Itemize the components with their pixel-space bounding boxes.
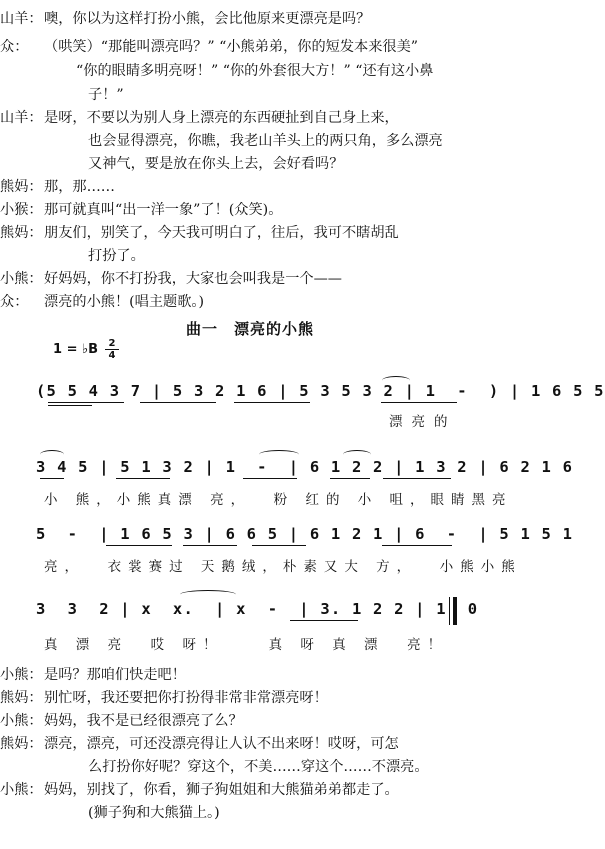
lyrics-row: 漂亮的 [389, 414, 457, 430]
dialogue-text: 那可就真叫“出一洋一象”了！(众笑)。 [44, 202, 283, 218]
dialogue-text: 是吗？那咱们快走吧！ [44, 667, 186, 683]
speaker-label: 熊妈： [0, 179, 43, 195]
speaker-label: 熊妈： [0, 736, 43, 752]
dialogue-text: 那，那…… [44, 179, 115, 195]
time-signature [105, 338, 119, 361]
dialogue-text: (狮子狗和大熊猫上。) [88, 805, 220, 821]
dialogue-text: 别忙呀，我还要把你打扮得非常非常漂亮呀！ [44, 690, 328, 706]
speaker-label: 小熊： [0, 667, 43, 683]
notation-row: 3 4 5 | 5 1 3 2 | 1 - | 6 1 2 2 | 1 3 2 | 6 2 1 6 [36, 458, 574, 476]
underline-mark [116, 478, 170, 479]
underline-mark [243, 478, 297, 479]
dialogue-line [0, 107, 484, 129]
speaker-label: 熊妈： [0, 225, 43, 241]
speaker-label: 众： [0, 39, 29, 55]
dialogue-text: （哄笑）“那能叫漂亮吗？” “小熊弟弟，你的短发本来很美” [44, 39, 419, 55]
speaker-label: 众： [0, 294, 29, 310]
underline-mark [106, 545, 172, 546]
speaker-label: 小熊： [0, 271, 43, 287]
dialogue-line [0, 8, 484, 30]
dialogue-line [0, 779, 484, 801]
dialogue-text: 子！” [88, 87, 124, 103]
time-signature-top: 2 [108, 338, 116, 349]
underline-mark [183, 545, 237, 546]
dialogue-text: 是呀，不要以为别人身上漂亮的东西硬扯到自己身上来， [44, 110, 399, 126]
dialogue-text: 噢，你以为这样打扮小熊，会比他原来更漂亮是吗？ [44, 11, 371, 27]
underline-mark [383, 478, 451, 479]
dialogue-text: 漂亮，漂亮，可还没漂亮得让人认不出来呀！哎呀，可怎 [44, 736, 399, 752]
slur-mark [180, 590, 236, 599]
key-signature: 1 = ♭B [53, 342, 99, 357]
slur-mark [382, 376, 410, 385]
underline-mark [140, 402, 216, 403]
notation-row: 3 3 2 | x x. | x - | 3. 1 2 2 | 1 0 [36, 600, 479, 618]
dialogue-line [0, 710, 484, 732]
underline-mark [234, 402, 310, 403]
speaker-label: 山羊： [0, 11, 43, 27]
underline-mark [382, 545, 452, 546]
underline-mark [290, 620, 358, 621]
dialogue-text: 妈妈，别找了，你看，狮子狗姐姐和大熊猫弟弟都走了。 [44, 782, 399, 798]
lyrics-row: 亮， 衣裳赛过 天鹅绒，朴素又大 方， 小熊小熊 [44, 559, 522, 575]
dialogue-line [0, 36, 484, 58]
final-barline [449, 597, 457, 625]
dialogue-line [0, 268, 484, 290]
dialogue-line [0, 664, 484, 686]
dialogue-text: 又神气，要是放在你头上去，会好看吗？ [88, 156, 344, 172]
underline-mark [40, 478, 64, 479]
speaker-label: 山羊： [0, 110, 43, 126]
dialogue-line [0, 176, 484, 198]
dialogue-line [0, 733, 484, 755]
notation-row: (5 5 4 3 7 | 5 3 2 1 6 | 5 3 5 3 2 | 1 - ) | 1 6 5 5 [36, 382, 605, 400]
slur-mark [40, 450, 64, 459]
underline-mark [252, 545, 306, 546]
underline-mark [48, 402, 124, 403]
dialogue-text: 也会显得漂亮，你瞧，我老山羊头上的两只角，多么漂亮 [88, 133, 443, 149]
notation-row: 5 - | 1 6 5 3 | 6 6 5 | 6 1 2 1 | 6 - | 5 1 5 1 [36, 525, 574, 543]
lyrics-row: 真 漂 亮 哎 呀！ 真 呀 真 漂 亮！ [44, 637, 449, 653]
slur-mark [259, 450, 299, 459]
dialogue-text: 打扮了。 [88, 248, 145, 264]
speaker-label: 熊妈： [0, 690, 43, 706]
underline-mark [330, 478, 370, 479]
dialogue-line [0, 199, 484, 221]
dialogue-text: 么打扮你好呢？穿这个，不美……穿这个……不漂亮。 [88, 759, 429, 775]
speaker-label: 小熊： [0, 713, 43, 729]
dialogue-text: “你的眼睛多明亮呀！” “你的外套很大方！” “还有这小鼻 [76, 63, 434, 79]
time-signature-bottom: 4 [105, 349, 119, 361]
dialogue-text: 妈妈，我不是已经很漂亮了么？ [44, 713, 243, 729]
dialogue-line [0, 291, 484, 313]
speaker-label: 小熊： [0, 782, 43, 798]
dialogue-line [0, 687, 484, 709]
dialogue-text: 好妈妈，你不打扮我，大家也会叫我是一个—— [44, 271, 342, 287]
dialogue-text: 朋友们，别笑了，今天我可明白了，往后，我可不瞎胡乱 [44, 225, 399, 241]
song-title: 曲一 漂亮的小熊 [185, 320, 314, 338]
lyrics-row: 小 熊，小熊真漂 亮， 粉 红的 小 咀，眼睛黑亮 [44, 492, 513, 508]
speaker-label: 小猴： [0, 202, 43, 218]
slur-mark [343, 450, 371, 459]
dialogue-line [0, 222, 484, 244]
dialogue-text: 漂亮的小熊！(唱主题歌。) [44, 294, 205, 310]
underline-mark [48, 405, 92, 406]
underline-mark [381, 402, 457, 403]
